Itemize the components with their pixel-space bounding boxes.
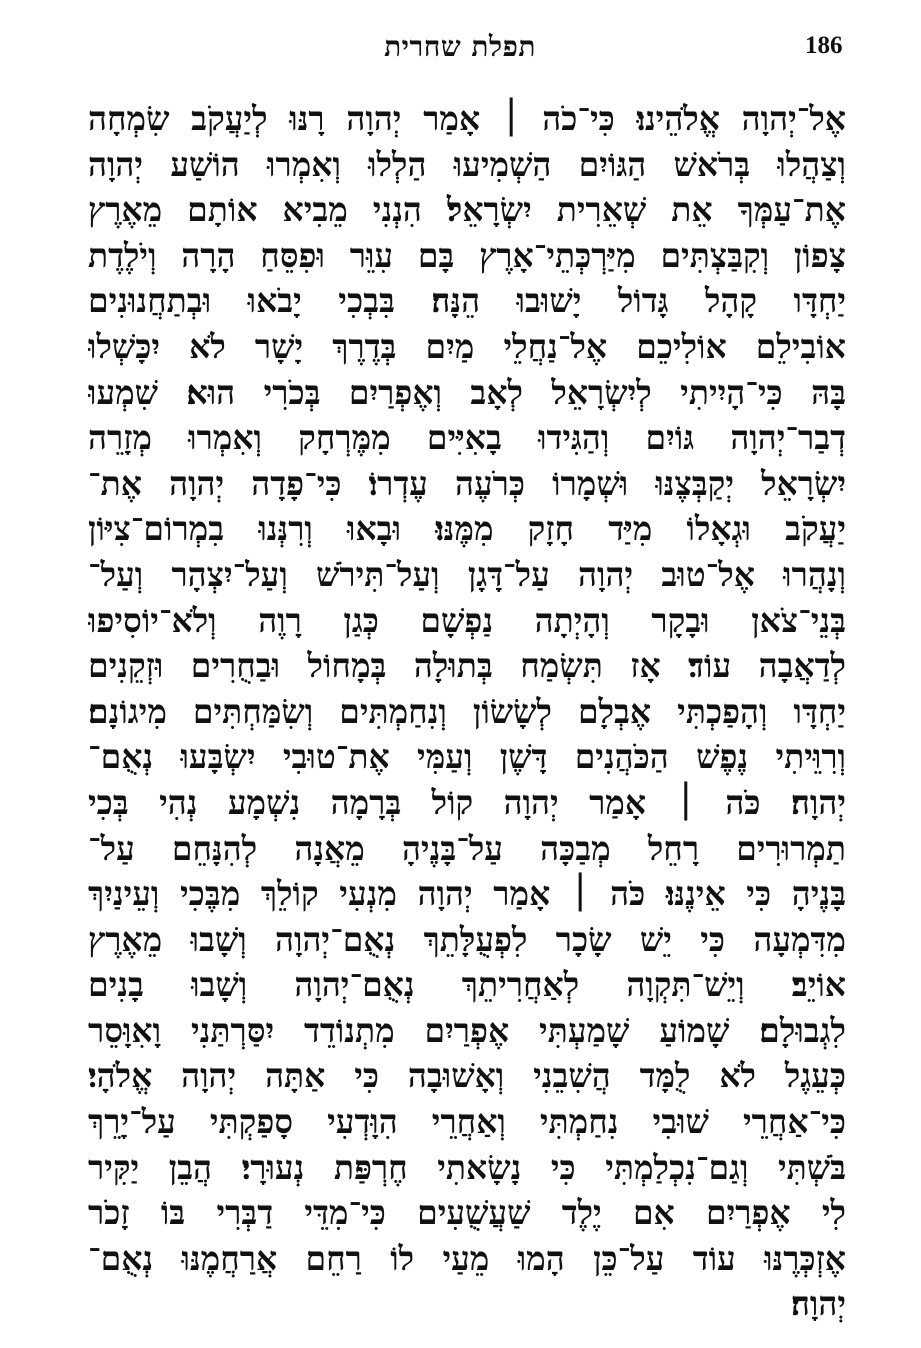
text-line: אוֹיֵב׃ וְיֵשׁ־תִּקְוָה לְאַחֲרִיתֵךְ נְאֻם־יְהוָה וְשָׁבוּ בָנִים — [88, 965, 846, 1005]
text-line: דְבַר־יְהוָה גּוֹיִם וְהַגִּידוּ בָאִיִּים מִמֶּרְחָק וְאִמְרוּ מְזָרֵה — [88, 418, 846, 458]
page-number: 186 — [805, 32, 843, 59]
text-line: יִשְׂרָאֵל יְקַבְּצֶנּוּ וּשְׁמָרוֹ כְּרֹעֶה עֶדְרוֹ׃ כִּי־פָדָה יְהוָה אֶת־ — [88, 463, 846, 503]
text-line: בֹּשְׁתִּי וְגַם־נִכְלַמְתִּי כִּי נָשָׂאתִי חֶרְפַּת נְעוּרָי׃ הֲבֵן יַקִּיר — [88, 1147, 846, 1187]
text-line: יַחְדָּו קָהָל גָּדוֹל יָשׁוּבוּ הֵנָּה׃ בִּבְכִי יָבֹאוּ וּבְתַחֲנוּנִים — [88, 281, 846, 321]
running-header — [0, 30, 921, 70]
text-line: יַחְדָּו וְהָפַכְתִּי אֶבְלָם לְשָׂשׂוֹן וְנִחַמְתִּים וְשִׂמַּחְתִּים מִיגוֹנָם׃ — [88, 691, 846, 731]
text-line: יַעֲקֹב וּגְאָלוֹ מִיַּד חָזָק מִמֶּנּוּ׃ וּבָאוּ וְרִנְּנוּ בִמְרוֹם־צִיּוֹן — [88, 509, 846, 549]
text-line: מִדִּמְעָה כִּי יֵשׁ שָׂכָר לִפְעֻלָּתֵךְ נְאֻם־יְהוָה וְשָׁבוּ מֵאֶרֶץ — [88, 919, 846, 959]
text-line: כְּעֵגֶל לֹא לֻמָּד הֲשִׁבֵנִי וְאָשׁוּבָה כִּי אַתָּה יְהוָה אֱלֹהָי׃ — [88, 1056, 846, 1096]
text-line: אֶל־יְהוָה אֱלֹהֵינוּ׃ כִּי־כֹה ׀ אָמַר יְהוָה רָנּוּ לְיַעֲקֹב שִׂמְחָה — [88, 99, 846, 138]
text-line: תַמְרוּרִים רָחֵל מְבַכָּה עַל־בָּנֶיהָ מֵאֲנָה לְהִנָּחֵם עַל־ — [88, 828, 846, 868]
text-line: בְּנֵי־צֹאן וּבָקָר וְהָיְתָה נַפְשָׁם כְּגַן רָוֶה וְלֹא־יוֹסִיפוּ — [88, 600, 846, 640]
text-line: לִגְבוּלָם׃ שָׁמוֹעַ שָׁמַעְתִּי אֶפְרַיִם מִתְנוֹדֵד יִסַּרְתַּנִי וָאִוָּסֵר — [88, 1010, 846, 1050]
text-line: לִי אֶפְרַיִם אִם יֶלֶד שַׁעֲשֻׁעִים כִּי־מִדֵּי דַבְּרִי בּוֹ זָכֹר — [88, 1193, 846, 1233]
hebrew-text-block — [88, 96, 846, 1327]
text-line: צָפוֹן וְקִבַּצְתִּים מִיַּרְכְּתֵי־אָרֶץ בָּם עִוֵּר וּפִסֵּחַ הָרָה וְיֹלֶדֶת — [88, 235, 846, 275]
text-line-final: יְהוָה׃ — [790, 1284, 846, 1324]
text-line: בָּנֶיהָ כִּי אֵינֶנּוּ׃ כֹּה ׀ אָמַר יְהוָה מִנְעִי קוֹלֵךְ מִבֶּכִי וְעֵינַיִךְ — [88, 874, 846, 914]
page-header-title: תפלת שחרית — [384, 30, 536, 63]
text-line: וְצַהֲלוּ בְּרֹאשׁ הַגּוֹיִם הַשְׁמִיעוּ הַלְלוּ וְאִמְרוּ הוֹשַׁע יְהוָה — [88, 144, 846, 184]
text-line: אֶת־עַמְּךָ אֵת שְׁאֵרִית יִשְׂרָאֵל׃ הִנְנִי מֵבִיא אוֹתָם מֵאֶרֶץ — [88, 190, 846, 230]
text-line: וְרִוֵּיתִי נֶפֶשׁ הַכֹּהֲנִים דָּשֶׁן וְעַמִּי אֶת־טוּבִי יִשְׂבָּעוּ נְאֻם־ — [88, 737, 846, 777]
text-line: לְדַאֲבָה עוֹד׃ אָז תִּשְׂמַח בְּתוּלָה בְּמָחוֹל וּבַחֻרִים וּזְקֵנִים — [88, 646, 846, 686]
text-line: אֶזְכְּרֶנּוּ עוֹד עַל־כֵּן הָמוּ מֵעַי לוֹ רַחֵם אֲרַחֲמֶנּוּ נְאֻם־ — [88, 1238, 846, 1278]
text-line: יְהוָה׃ כֹּה ׀ אָמַר יְהוָה קוֹל בְּרָמָה נִשְׁמָע נְהִי בְּכִי — [88, 782, 846, 822]
text-line: כִּי־אַחֲרֵי שׁוּבִי נִחַמְתִּי וְאַחֲרֵי הִוָּדְעִי סָפַקְתִּי עַל־יָרֵךְ — [88, 1102, 846, 1142]
text-line: וְנָהֲרוּ אֶל־טוּב יְהוָה עַל־דָּגָן וְעַל־תִּירֹשׁ וְעַל־יִצְהָר וְעַל־ — [88, 554, 846, 594]
text-line: אוֹבִילֵם אוֹלִיכֵם אֶל־נַחֲלֵי מַיִם בְּדֶרֶךְ יָשָׁר לֹא יִכָּשְׁלוּ — [88, 326, 846, 366]
text-line: בָּהּ כִּי־הָיִיתִי לְיִשְׂרָאֵל לְאָב וְאֶפְרַיִם בְּכֹרִי הוּא׃ שִׁמְעוּ — [88, 372, 846, 412]
